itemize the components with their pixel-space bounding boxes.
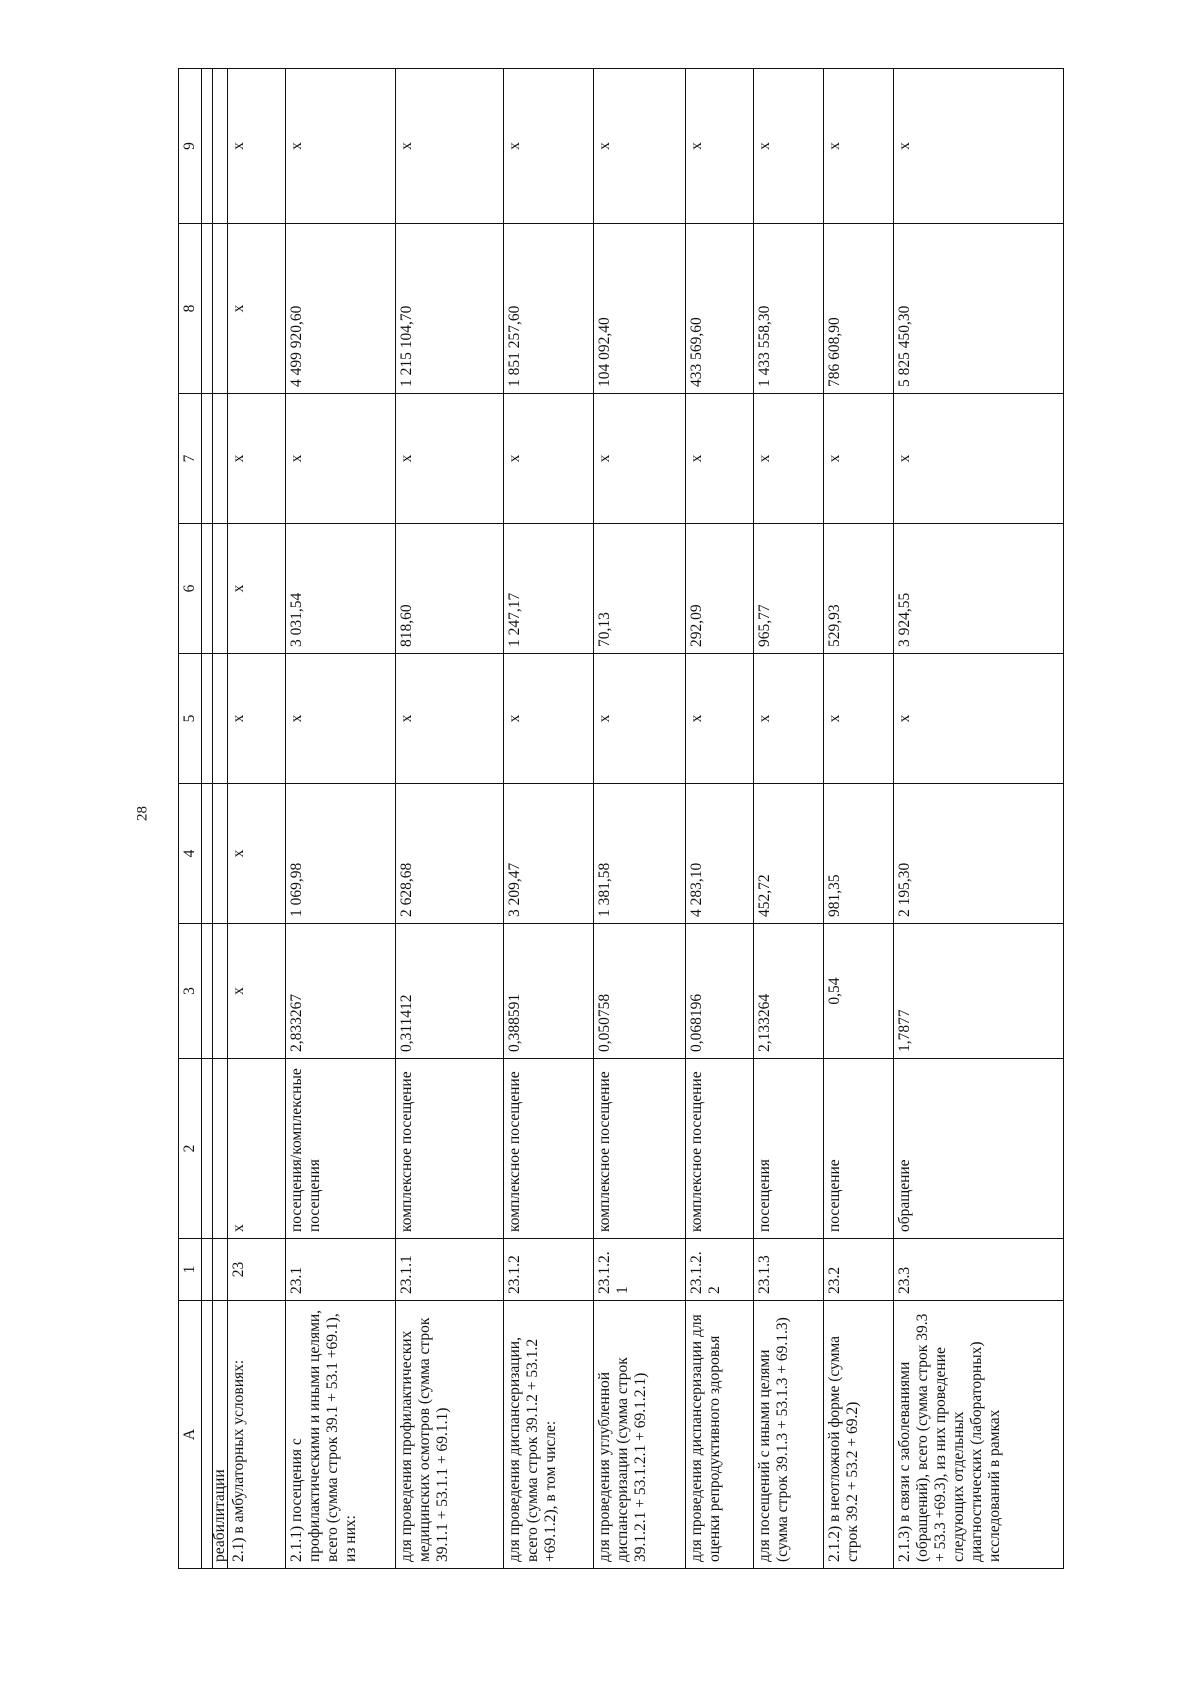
cell-3: х <box>228 924 286 1059</box>
table-row <box>228 69 286 1569</box>
cell-5: х <box>686 654 754 784</box>
col-header-6: 6 <box>179 524 202 654</box>
cell-2: комплексное посещение <box>504 1059 594 1239</box>
cell-8: 433 569,60 <box>686 224 754 394</box>
cell-a: для проведения профилактических медицинских осмотров (сумма строк 39.1.1 + 53.1.1 + 69.1.1) <box>396 1301 504 1569</box>
col-header-a: A <box>179 1301 202 1569</box>
cell-7: х <box>396 394 504 524</box>
cell-4: 2 628,68 <box>396 784 504 924</box>
cell-3: 1,7877 <box>894 924 1064 1059</box>
cell-4: 452,72 <box>754 784 824 924</box>
cell-8: 1 851 257,60 <box>504 224 594 394</box>
cell-6: 3 031,54 <box>286 524 396 654</box>
cell-8: 4 499 920,60 <box>286 224 396 394</box>
cell-a: 2.1.1) посещения с профилактическими и иными целями, всего (сумма строк 39.1 + 53.1 +69.1), из них: <box>286 1301 396 1569</box>
cell-7: х <box>286 394 396 524</box>
cell-3: 0,050758 <box>594 924 686 1059</box>
table-row <box>396 69 504 1569</box>
cell-6: 70,13 <box>594 524 686 654</box>
cell-1: 23.1.1 <box>396 1239 504 1301</box>
cell-6: 529,93 <box>824 524 894 654</box>
cell-3: 0,388591 <box>504 924 594 1059</box>
cell-8: 1 433 558,30 <box>754 224 824 394</box>
col-header-5: 5 <box>179 654 202 784</box>
cell-3: 0,311412 <box>396 924 504 1059</box>
cell-2: х <box>228 1059 286 1239</box>
cell-a: для проведения диспансеризации для оценки репродуктивного здоровья <box>686 1301 754 1569</box>
cell-8: 1 215 104,70 <box>396 224 504 394</box>
cell-9: х <box>686 69 754 224</box>
cell-8: 104 092,40 <box>594 224 686 394</box>
cell-5: х <box>228 654 286 784</box>
col-header-2: 2 <box>179 1059 202 1239</box>
cell-4: х <box>228 784 286 924</box>
continuation-row <box>213 69 228 1569</box>
cell-8: х <box>228 224 286 394</box>
cell-5: х <box>754 654 824 784</box>
cell-5: х <box>286 654 396 784</box>
cell-6: 965,77 <box>754 524 824 654</box>
col-header-9: 9 <box>179 69 202 224</box>
cell-5: х <box>594 654 686 784</box>
cell-4: 2 195,30 <box>894 784 1064 924</box>
col-header-3: 3 <box>179 924 202 1059</box>
cell-1: 23 <box>228 1239 286 1301</box>
cell-9: х <box>228 69 286 224</box>
table-row <box>286 69 396 1569</box>
cell-a: для проведения углубленной диспансеризации (сумма строк 39.1.2.1 + 53.1.2.1 + 69.1.2.1) <box>594 1301 686 1569</box>
col-header-4: 4 <box>179 784 202 924</box>
table-row <box>894 69 1064 1569</box>
cell-6: 292,09 <box>686 524 754 654</box>
cell-6: 1 247,17 <box>504 524 594 654</box>
cell-1: 23.3 <box>894 1239 1064 1301</box>
cell-2: посещения <box>754 1059 824 1239</box>
table-row <box>754 69 824 1569</box>
cell-a: 2.1.3) в связи с заболеваниями (обращений), всего (сумма строк 39.3 + 53.3 +69.3), из них проведение следующих отдельных диагностических (лабораторных) исследований в рамках <box>894 1301 1064 1569</box>
col-header-1: 1 <box>179 1239 202 1301</box>
rotated-table-container <box>178 69 1078 1569</box>
cell-1: 23.1.2.1 <box>594 1239 686 1301</box>
cell-3: 2,833267 <box>286 924 396 1059</box>
continuation-text: реабилитации <box>213 1301 228 1569</box>
cell-9: х <box>894 69 1064 224</box>
cell-4: 1 381,58 <box>594 784 686 924</box>
cell-2: комплексное посещение <box>594 1059 686 1239</box>
cell-1: 23.1.2 <box>504 1239 594 1301</box>
cell-9: х <box>396 69 504 224</box>
cell-7: х <box>824 394 894 524</box>
table-row <box>504 69 594 1569</box>
tariff-table <box>178 68 1064 1569</box>
cell-7: х <box>754 394 824 524</box>
cell-7: х <box>504 394 594 524</box>
cell-2: обращение <box>894 1059 1064 1239</box>
cell-3: 2,133264 <box>754 924 824 1059</box>
cell-1: 23.1 <box>286 1239 396 1301</box>
cell-1: 23.1.2.2 <box>686 1239 754 1301</box>
table-row <box>686 69 754 1569</box>
cell-7: х <box>228 394 286 524</box>
cell-5: х <box>396 654 504 784</box>
cell-6: х <box>228 524 286 654</box>
cell-a: 2.1) в амбулаторных условиях: <box>228 1301 286 1569</box>
cell-2: посещение <box>824 1059 894 1239</box>
cell-8: 786 608,90 <box>824 224 894 394</box>
cell-1: 23.1.3 <box>754 1239 824 1301</box>
cell-1: 23.2 <box>824 1239 894 1301</box>
cell-9: х <box>504 69 594 224</box>
cell-4: 981,35 <box>824 784 894 924</box>
cell-7: х <box>894 394 1064 524</box>
cell-7: х <box>594 394 686 524</box>
cell-4: 3 209,47 <box>504 784 594 924</box>
cell-5: х <box>824 654 894 784</box>
cell-5: х <box>504 654 594 784</box>
cell-a: для посещений с иными целями (сумма строк 39.1.3 + 53.1.3 + 69.1.3) <box>754 1301 824 1569</box>
col-header-7: 7 <box>179 394 202 524</box>
cell-a: для проведения диспансеризации, всего (сумма строк 39.1.2 + 53.1.2 +69.1.2), в том числе: <box>504 1301 594 1569</box>
cell-6: 3 924,55 <box>894 524 1064 654</box>
spacer-row <box>202 69 213 1569</box>
cell-9: х <box>754 69 824 224</box>
cell-2: комплексное посещение <box>686 1059 754 1239</box>
cell-3: 0,068196 <box>686 924 754 1059</box>
cell-6: 818,60 <box>396 524 504 654</box>
table-row <box>824 69 894 1569</box>
page-number: 28 <box>134 806 151 821</box>
cell-9: х <box>594 69 686 224</box>
cell-2: посещения/комплексные посещения <box>286 1059 396 1239</box>
cell-8: 5 825 450,30 <box>894 224 1064 394</box>
header-row <box>179 69 202 1569</box>
cell-9: х <box>286 69 396 224</box>
cell-5: х <box>894 654 1064 784</box>
cell-9: х <box>824 69 894 224</box>
cell-4: 4 283,10 <box>686 784 754 924</box>
col-header-8: 8 <box>179 224 202 394</box>
table-row <box>594 69 686 1569</box>
cell-a: 2.1.2) в неотложной форме (сумма строк 39.2 + 53.2 + 69.2) <box>824 1301 894 1569</box>
cell-3: 0,54 <box>824 924 894 1059</box>
cell-2: комплексное посещение <box>396 1059 504 1239</box>
cell-4: 1 069,98 <box>286 784 396 924</box>
cell-7: х <box>686 394 754 524</box>
